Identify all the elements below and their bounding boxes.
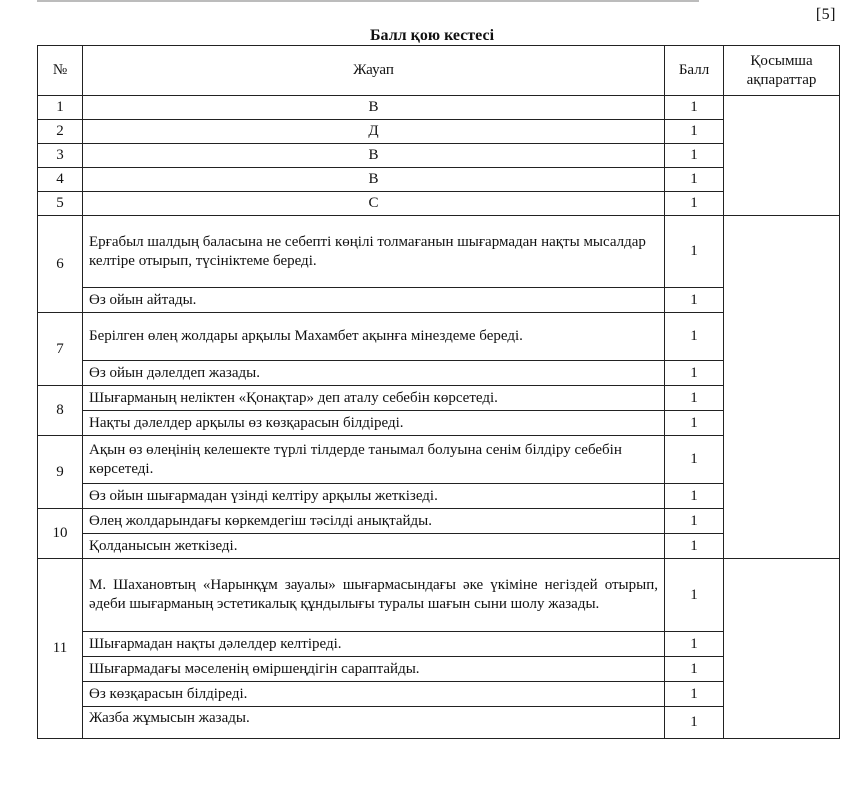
points-cell: 1 [665,144,724,168]
answer-cell: В [83,168,665,192]
header-points: Балл [665,46,724,96]
question-number: 9 [38,436,83,509]
header-number: № [38,46,83,96]
table-row [38,707,840,739]
points-cell: 1 [665,657,724,682]
question-number: 6 [38,216,83,313]
points-cell: 1 [665,216,724,288]
table-row [38,436,840,484]
question-number: 3 [38,144,83,168]
extra-info-cell [724,216,840,559]
points-cell: 1 [665,632,724,657]
question-number: 5 [38,192,83,216]
table-row [38,484,840,509]
points-cell: 1 [665,682,724,707]
table-row [38,386,840,411]
points-cell: 1 [665,96,724,120]
points-cell: 1 [665,484,724,509]
answer-cell: С [83,192,665,216]
points-cell: 1 [665,411,724,436]
table-row [38,411,840,436]
header-answer: Жауап [83,46,665,96]
extra-info-cell [724,559,840,739]
answer-cell: Өлең жолдарындағы көркемдегіш тәсілді анықтайды. [83,509,665,534]
table-row [38,682,840,707]
answer-cell: Ақын өз өлеңінің келешекте түрлі тілдерде танымал болуына сенім білдіру себебін көрсетеді. [83,436,665,484]
question-number: 10 [38,509,83,559]
answer-cell: Нақты дәлелдер арқылы өз көзқарасын білдіреді. [83,411,665,436]
table-row [38,168,840,192]
question-number: 2 [38,120,83,144]
header-row [38,46,840,96]
answer-cell: В [83,96,665,120]
table-row [38,657,840,682]
points-cell: 1 [665,559,724,632]
question-number: 4 [38,168,83,192]
table-row [38,361,840,386]
answer-cell: Өз ойын шығармадан үзінді келтіру арқылы жеткізеді. [83,484,665,509]
answer-cell: Өз ойын дәлелдеп жазады. [83,361,665,386]
table-row [38,144,840,168]
points-cell: 1 [665,534,724,559]
table-row [38,632,840,657]
points-cell: 1 [665,361,724,386]
answer-cell: Шығармадағы мәселенің өміршеңдігін сараптайды. [83,657,665,682]
table-row [38,559,840,632]
question-number: 8 [38,386,83,436]
points-cell: 1 [665,313,724,361]
header-extra-info: Қосымша ақпараттар [724,46,840,96]
question-number: 7 [38,313,83,386]
answer-cell: Жазба жұмысын жазады. [83,707,665,739]
question-number: 11 [38,559,83,739]
table-row [38,534,840,559]
points-cell: 1 [665,288,724,313]
answer-cell: Өз ойын айтады. [83,288,665,313]
score-label: [5] [815,6,836,23]
table-row [38,509,840,534]
extra-info-cell [724,96,840,216]
question-number: 1 [38,96,83,120]
answer-cell: Ерғабыл шалдың баласына не себепті көңілі толмағанын шығармадан нақты мысалдар келтіре отырып, түсініктеме береді. [83,216,665,288]
points-cell: 1 [665,436,724,484]
table-row [38,313,840,361]
answer-cell: Шығарманың неліктен «Қонақтар» деп аталу себебін көрсетеді. [83,386,665,411]
table-title: Балл қою кестесі [369,27,495,44]
answer-cell: Д [83,120,665,144]
answer-cell: Шығармадан нақты дәлелдер келтіреді. [83,632,665,657]
table-row [38,192,840,216]
table-row [38,120,840,144]
points-cell: 1 [665,120,724,144]
answer-cell: Өз көзқарасын білдіреді. [83,682,665,707]
answer-cell: В [83,144,665,168]
table-row [38,216,840,288]
points-cell: 1 [665,168,724,192]
points-cell: 1 [665,386,724,411]
scoring-table [37,45,840,739]
table-row [38,96,840,120]
table-row [38,288,840,313]
points-cell: 1 [665,509,724,534]
points-cell: 1 [665,707,724,739]
answer-cell: Берілген өлең жолдары арқылы Махамбет ақынға мінездеме береді. [83,313,665,361]
top-rule [37,0,699,2]
answer-cell: М. Шахановтың «Нарынқұм зауалы» шығармасындағы әке үкіміне негіздей отырып, әдеби шығарманың эстетикалық құндылығы туралы шағын сыни шолу жазады. [83,559,665,632]
answer-cell: Қолданысын жеткізеді. [83,534,665,559]
points-cell: 1 [665,192,724,216]
